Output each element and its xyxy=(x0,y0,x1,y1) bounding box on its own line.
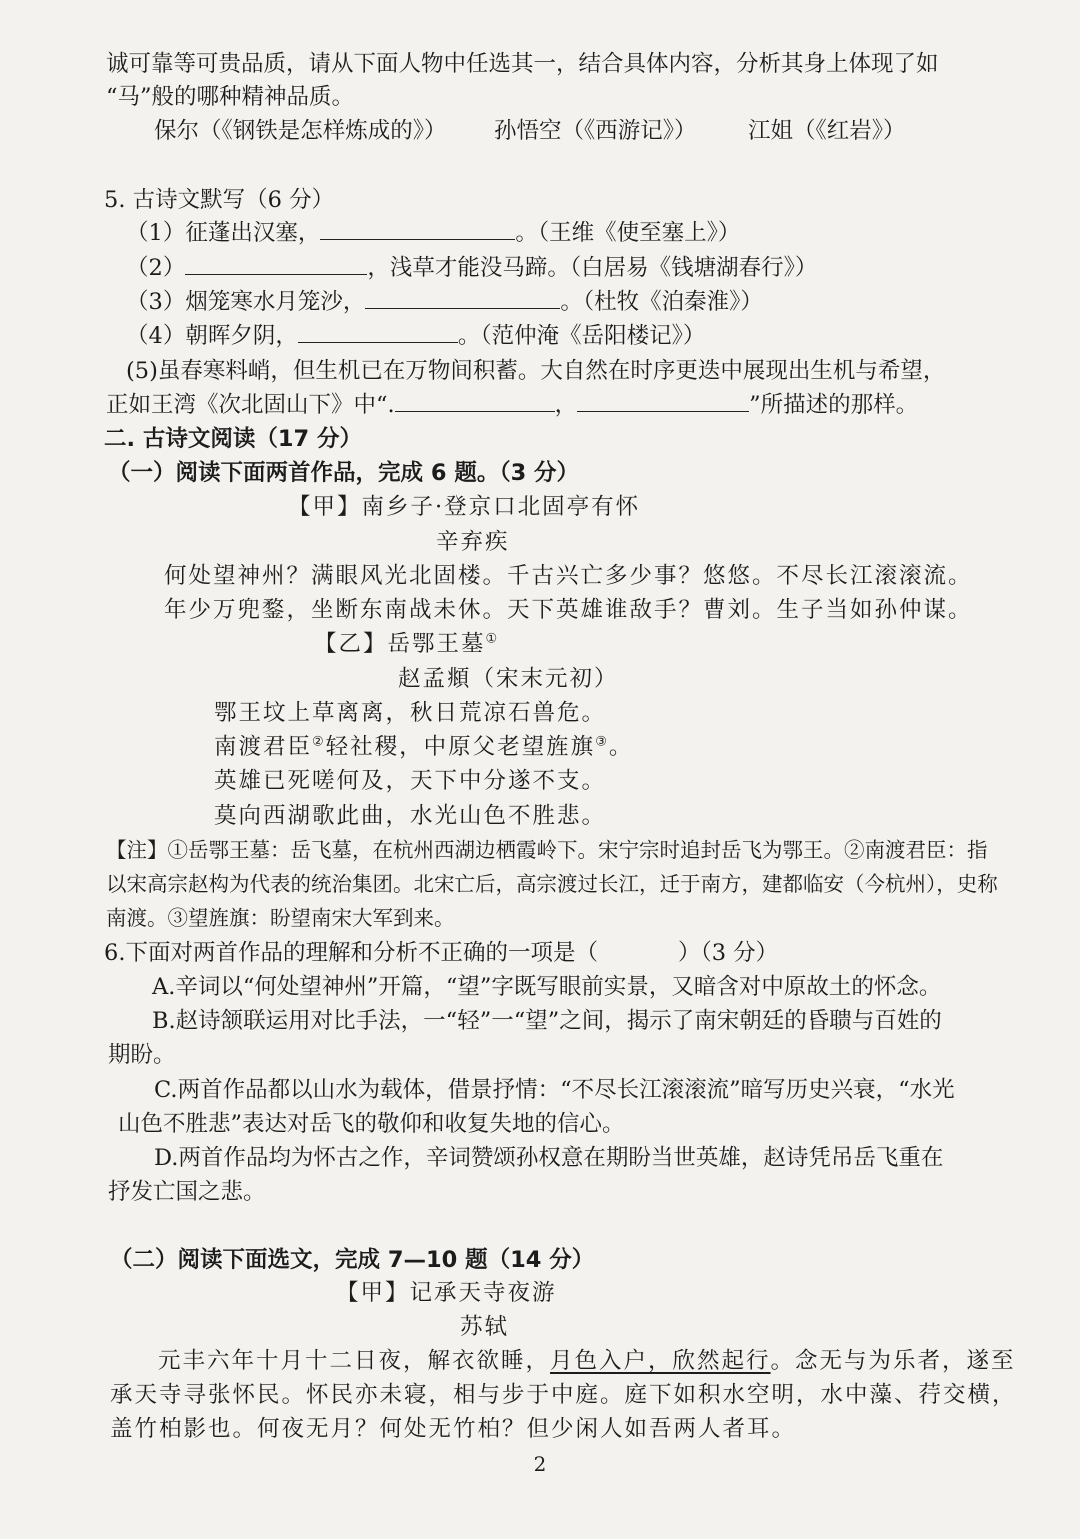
q6-option-c-line1: C.两首作品都以山水为载体，借景抒情：“不尽长江滚滚流”暗写历史兴衰，“水光 xyxy=(154,1077,955,1103)
q6-option-b-line1: B.赵诗颔联运用对比手法，一“轻”一“望”之间，揭示了南宋朝廷的昏聩与百姓的 xyxy=(152,1008,942,1034)
answer-blank[interactable] xyxy=(365,288,560,309)
q5-item-5-line2: 正如王湾《次北固山下》中“. ， ”所描述的那样。 xyxy=(106,392,919,418)
part1-heading: （一）阅读下面两首作品，完成 6 题。（3 分） xyxy=(108,460,580,486)
notes-line1: 【注】①岳鄂王墓：岳飞墓，在杭州西湖边栖霞岭下。宋宁宗时追封岳飞为鄂王。②南渡君臣：指 xyxy=(106,838,988,862)
poem-b-title: 【乙】岳鄂王墓① xyxy=(314,631,500,657)
q5-heading: 5. 古诗文默写（6 分） xyxy=(104,187,335,213)
q5-item-2: （2） ，浅草才能没马蹄。（白居易《钱塘湖春行》） xyxy=(126,255,818,281)
answer-blank[interactable] xyxy=(577,391,749,412)
q4-line1: 诚可靠等可贵品质，请从下面人物中任选其一，结合具体内容，分析其身上体现了如 xyxy=(106,51,939,77)
poem-b-line1: 鄂王坟上草离离，秋日荒凉石兽危。 xyxy=(214,700,607,726)
answer-blank[interactable] xyxy=(185,254,367,275)
prose-author: 苏轼 xyxy=(460,1314,510,1340)
prose-line1: 元丰六年十月十二日夜，解衣欲睡，月色入户，欣然起行。念无与为乐者，遂至 xyxy=(158,1348,1016,1374)
notes-line3: 南渡。③望旌旗：盼望南宋大军到来。 xyxy=(106,906,455,930)
q6-option-c-line2: 山色不胜悲”表达对岳飞的敬仰和收复失地的信心。 xyxy=(118,1111,625,1137)
underlined-phrase: 月色入户，欣然起行 xyxy=(550,1348,771,1374)
notes-line2: 以宋高宗赵构为代表的统治集团。北宋亡后，高宗渡过长江，迁于南方，建都临安（今杭州），史称 xyxy=(106,872,998,896)
poem-a-line2: 年少万兜鍪，坐断东南战未休。天下英雄谁敌手？曹刘。生子当如孙仲谋。 xyxy=(164,597,973,623)
q4-option-3: 江姐（《红岩》） xyxy=(748,118,906,144)
poem-a-line1: 何处望神州？满眼风光北固楼。千古兴亡多少事？悠悠。不尽长江滚滚流。 xyxy=(164,563,973,589)
q6-option-a: A.辛词以“何处望神州”开篇，“望”字既写眼前实景，又暗含对中原故土的怀念。 xyxy=(152,974,942,1000)
q5-item-4: （4）朝晖夕阴， 。（范仲淹《岳阳楼记》） xyxy=(126,323,706,349)
answer-blank[interactable] xyxy=(298,322,458,343)
section2-heading: 二. 古诗文阅读（17 分） xyxy=(104,426,363,452)
q6-option-b-line2: 期盼。 xyxy=(108,1042,176,1068)
answer-blank[interactable] xyxy=(320,219,515,240)
prose-line2: 承天寺寻张怀民。怀民亦未寝，相与步于中庭。庭下如积水空明，水中藻、荇交横， xyxy=(110,1382,1017,1408)
answer-blank[interactable] xyxy=(395,391,555,412)
q5-item-1: （1）征蓬出汉塞， 。（王维《使至塞上》） xyxy=(126,220,741,246)
poem-b-line4: 莫向西湖歌此曲，水光山色不胜悲。 xyxy=(214,803,607,829)
q4-option-2: 孙悟空（《西游记》） xyxy=(494,118,697,144)
prose-title: 【甲】记承天寺夜游 xyxy=(336,1280,557,1306)
poem-b-line2: 南渡君臣②轻社稷，中原父老望旌旗③。 xyxy=(214,734,634,760)
q5-item-3: （3）烟笼寒水月笼沙， 。（杜牧《泊秦淮》） xyxy=(126,289,763,315)
poem-b-author: 赵孟頫（宋末元初） xyxy=(398,666,619,692)
q6-stem: 6.下面对两首作品的理解和分析不正确的一项是（ ）（3 分） xyxy=(104,940,779,966)
prose-line3: 盖竹柏影也。何夜无月？何处无竹柏？但少闲人如吾两人者耳。 xyxy=(110,1416,797,1442)
q6-option-d-line1: D.两首作品均为怀古之作，辛词赞颂孙权意在期盼当世英雄，赵诗凭吊岳飞重在 xyxy=(154,1145,944,1171)
q4-line2: “马”般的哪种精神品质。 xyxy=(106,84,355,110)
poem-a-title: 【甲】南乡子·登京口北固亭有怀 xyxy=(288,494,641,520)
poem-b-line3: 英雄已死嗟何及，天下中分遂不支。 xyxy=(214,768,607,794)
q4-option-1: 保尔（《钢铁是怎样炼成的》） xyxy=(154,118,447,144)
part2-heading: （二）阅读下面选文，完成 7—10 题（14 分） xyxy=(110,1247,595,1273)
page-number: 2 xyxy=(533,1452,547,1476)
poem-a-author: 辛弃疾 xyxy=(436,529,510,555)
q5-item-5-line1: (5)虽春寒料峭，但生机已在万物间积蓄。大自然在时序更迭中展现出生机与希望， xyxy=(126,358,946,384)
q6-option-d-line2: 抒发亡国之悲。 xyxy=(108,1179,266,1205)
